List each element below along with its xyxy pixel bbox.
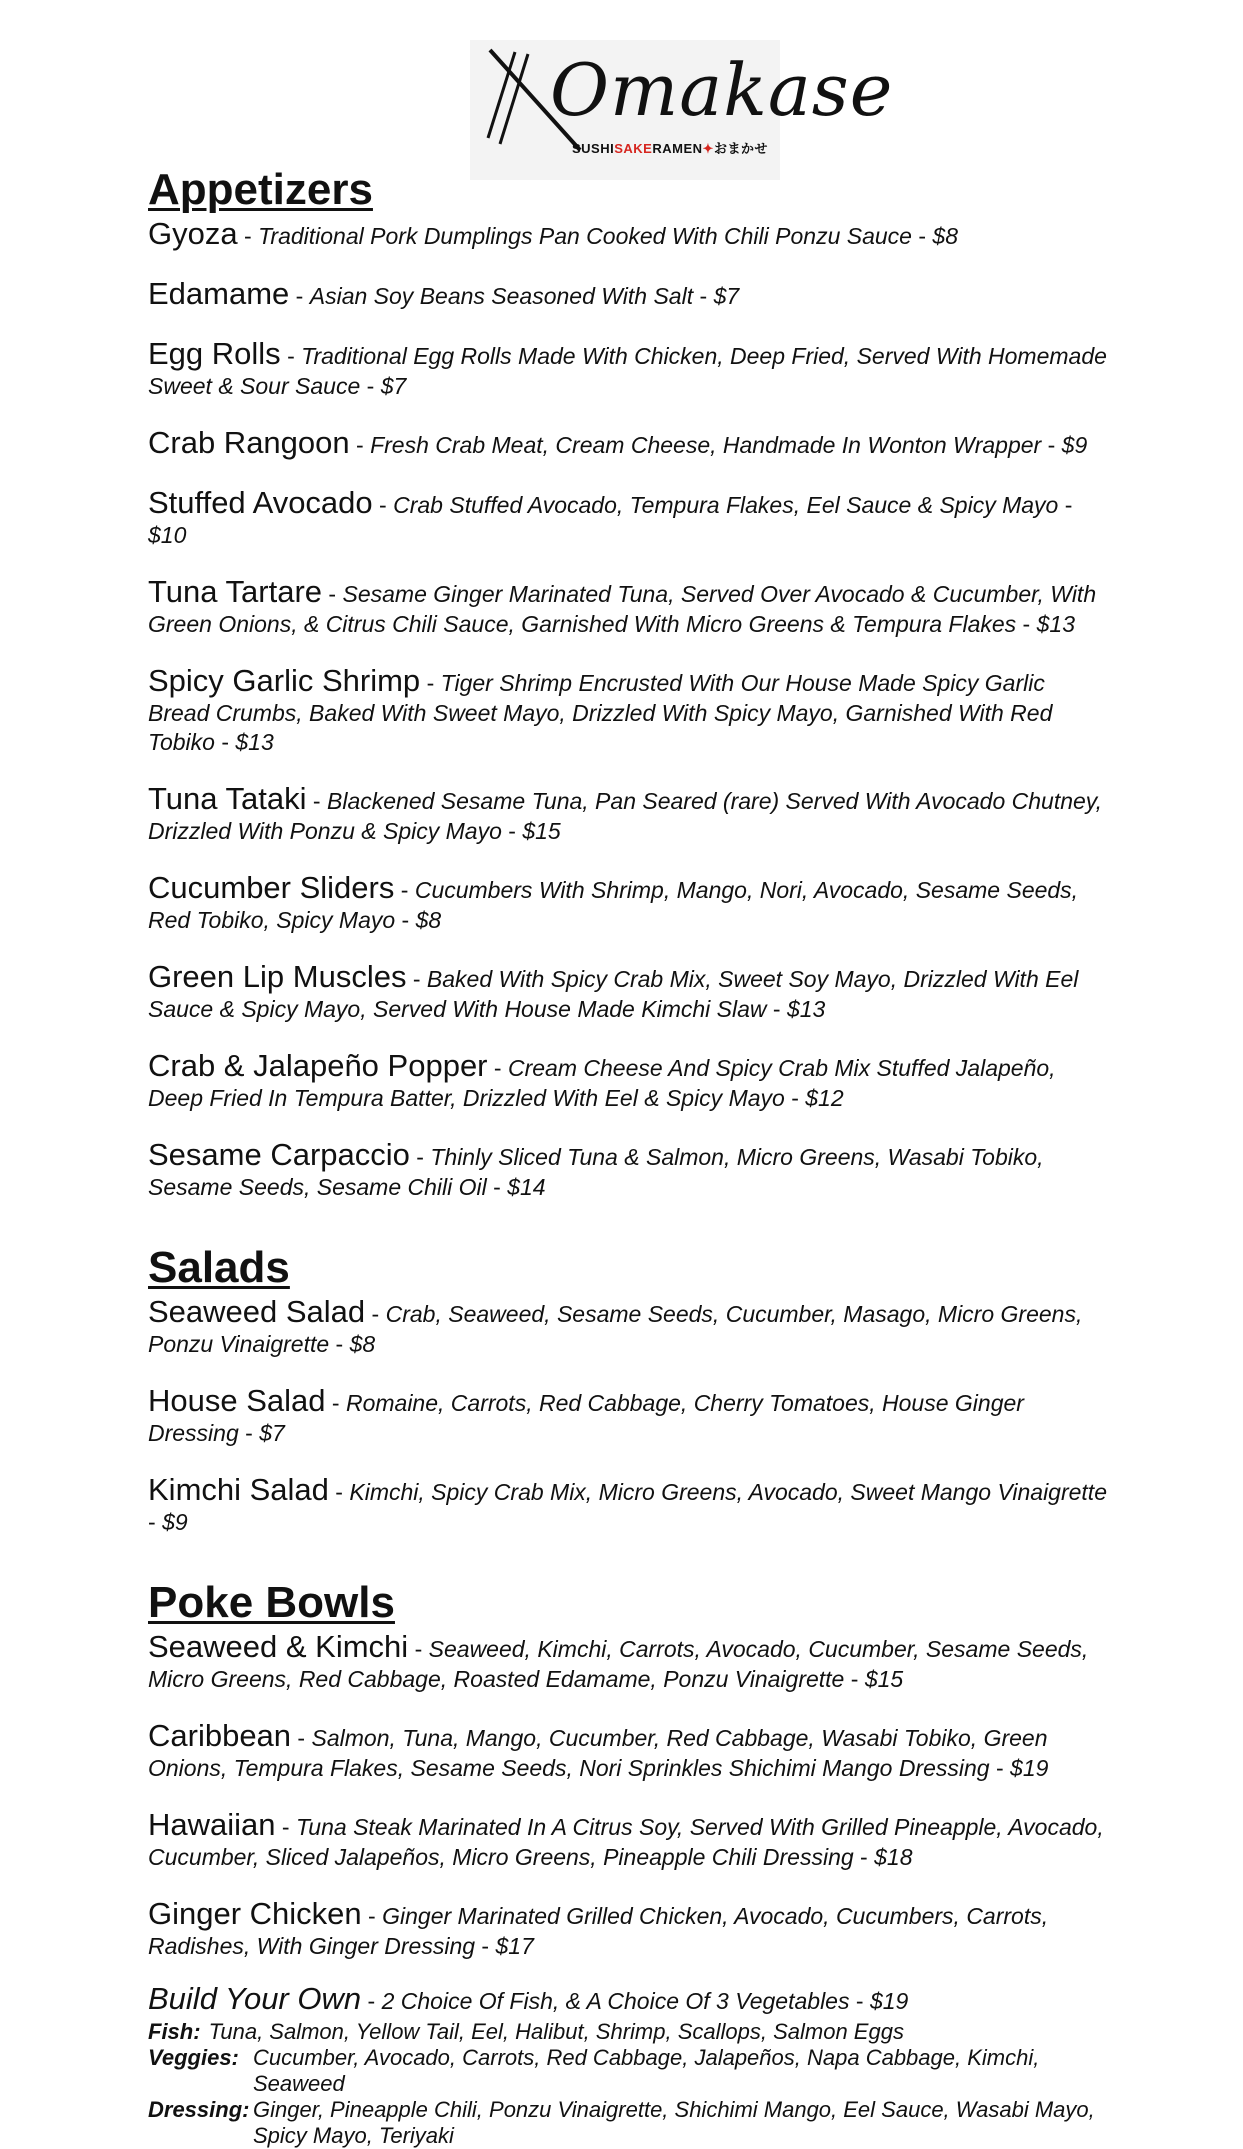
item-desc: Tuna Steak Marinated In A Citrus Soy, Served With Grilled Pineapple, Avocado, Cucumber, Sliced Jalapeños, Micro Greens, Pineapple Chili Dressing (148, 1814, 1104, 1870)
item-desc: Cucumbers With Shrimp, Mango, Nori, Avocado, Sesame Seeds, Red Tobiko, Spicy Mayo (148, 877, 1079, 933)
item-desc: 2 Choice Of Fish, & A Choice Of 3 Vegetables (381, 1988, 850, 2014)
item-desc: Thinly Sliced Tuna & Salmon, Micro Greens, Wasabi Tobiko, Sesame Seeds, Sesame Chili Oil (148, 1144, 1044, 1200)
item-name: Tuna Tataki (148, 781, 307, 816)
item-name: Edamame (148, 276, 290, 311)
item-price: $7 (259, 1420, 285, 1446)
item-name: Stuffed Avocado (148, 485, 373, 520)
item-price: $13 (786, 996, 826, 1022)
logo-script: Omakase (550, 48, 894, 132)
item-name: Crab & Jalapeño Popper (148, 1048, 488, 1083)
item-price: $14 (507, 1174, 546, 1200)
item-desc: Seaweed, Kimchi, Carrots, Avocado, Cucumber, Sesame Seeds, Micro Greens, Red Cabbage, Roasted Edamame, Ponzu Vinaigrette (148, 1636, 1089, 1692)
option-label: Veggies: (148, 2045, 239, 2070)
item-desc: Crab Stuffed Avocado, Tempura Flakes, Eel Sauce & Spicy Mayo (393, 492, 1059, 518)
menu-item: Sesame Carpaccio - Thinly Sliced Tuna & Salmon, Micro Greens, Wasabi Tobiko, Sesame Seeds, Sesame Chili Oil - $14 (148, 1137, 1044, 1200)
item-price: $15 (522, 818, 561, 844)
dressing-options (148, 2097, 1108, 2149)
menu-item: Crab Rangoon - Fresh Crab Meat, Cream Cheese, Handmade In Wonton Wrapper - $9 (148, 425, 1088, 460)
menu-item: Edamame - Asian Soy Beans Seasoned With Salt - $7 (148, 276, 740, 311)
menu-item: Tuna Tartare - Sesame Ginger Marinated Tuna, Served Over Avocado & Cucumber, With Green Onions, & Citrus Chili Sauce, Garnished With Micro Greens & Tempura Flakes - $13 (148, 574, 1097, 637)
item-price: $7 (380, 373, 407, 399)
item-desc: Ginger Marinated Grilled Chicken, Avocado, Cucumbers, Carrots, Radishes, With Ginger Dressing (148, 1903, 1049, 1959)
menu-item: Caribbean - Salmon, Tuna, Mango, Cucumber, Red Cabbage, Wasabi Tobiko, Green Onions, Tempura Flakes, Sesame Seeds, Nori Sprinkles Shichimi Mango Dressing - $19 (148, 1718, 1049, 1781)
item-desc: Blackened Sesame Tuna, Pan Seared (rare) Served With Avocado Chutney, Drizzled With Ponzu & Spicy Mayo (148, 788, 1102, 844)
item-price: $9 (162, 1509, 188, 1535)
logo-tagline: SUSHISAKERAMEN✦おまかせ (572, 141, 768, 156)
item-list (148, 1294, 1108, 1537)
item-desc: Tiger Shrimp Encrusted With Our House Made Spicy Garlic Bread Crumbs, Baked With Sweet Mayo, Drizzled With Spicy Mayo, Garnished With Red Tobiko (148, 670, 1053, 755)
menu-item: Cucumber Sliders - Cucumbers With Shrimp, Mango, Nori, Avocado, Sesame Seeds, Red Tobiko, Spicy Mayo - $8 (148, 870, 1079, 933)
section-appetizers (148, 166, 1108, 1202)
menu-item: Crab & Jalapeño Popper - Cream Cheese And Spicy Crab Mix Stuffed Jalapeño, Deep Fried In Tempura Batter, Drizzled With Eel & Spicy Mayo - $12 (148, 1048, 1056, 1111)
item-desc: Crab, Seaweed, Sesame Seeds, Cucumber, Masago, Micro Greens, Ponzu Vinaigrette (148, 1301, 1083, 1357)
item-desc: Kimchi, Spicy Crab Mix, Micro Greens, Avocado, Sweet Mango Vinaigrette (349, 1479, 1107, 1505)
item-desc: Fresh Crab Meat, Cream Cheese, Handmade In Wonton Wrapper (370, 432, 1042, 458)
item-name: Hawaiian (148, 1807, 276, 1842)
menu-item: Spicy Garlic Shrimp - Tiger Shrimp Encrusted With Our House Made Spicy Garlic Bread Crumbs, Baked With Sweet Mayo, Drizzled With Spicy Mayo, Garnished With Red Tobiko - $13 (148, 663, 1053, 755)
menu-item: Green Lip Muscles - Baked With Spicy Crab Mix, Sweet Soy Mayo, Drizzled With Eel Sauce & Spicy Mayo, Served With House Made Kimchi Slaw - $13 (148, 959, 1079, 1022)
item-desc: Cream Cheese And Spicy Crab Mix Stuffed Jalapeño, Deep Fried In Tempura Batter, Drizzled With Eel & Spicy Mayo (148, 1055, 1056, 1111)
menu-item: Tuna Tataki - Blackened Sesame Tuna, Pan Seared (rare) Served With Avocado Chutney, Drizzled With Ponzu & Spicy Mayo - $15 (148, 781, 1102, 844)
item-price: $12 (805, 1085, 844, 1111)
item-price: $13 (235, 729, 274, 755)
item-name: Build Your Own (148, 1981, 362, 2016)
item-desc: Sesame Ginger Marinated Tuna, Served Over Avocado & Cucumber, With Green Onions, & Citrus Chili Sauce, Garnished With Micro Greens & Tempura Flakes (148, 581, 1097, 637)
item-name: Spicy Garlic Shrimp (148, 663, 421, 698)
item-name: Tuna Tartare (148, 574, 323, 609)
section-title: Salads (148, 1243, 290, 1292)
menu-item: Egg Rolls - Traditional Egg Rolls Made With Chicken, Deep Fried, Served With Homemade Sweet & Sour Sauce - $7 (148, 336, 1107, 399)
veggie-options (148, 2045, 1108, 2097)
item-desc: Traditional Pork Dumplings Pan Cooked With Chili Ponzu Sauce (258, 223, 912, 249)
section-salads (148, 1244, 1108, 1537)
section-title: Poke Bowls (148, 1578, 395, 1627)
item-desc: Romaine, Carrots, Red Cabbage, Cherry Tomatoes, House Ginger Dressing (148, 1390, 1024, 1446)
option-label: Fish: (148, 2019, 201, 2044)
menu-item: Seaweed Salad - Crab, Seaweed, Sesame Seeds, Cucumber, Masago, Micro Greens, Ponzu Vinaigrette - $8 (148, 1294, 1083, 1357)
menu-item: Ginger Chicken - Ginger Marinated Grilled Chicken, Avocado, Cucumbers, Carrots, Radishes, With Ginger Dressing - $17 (148, 1896, 1049, 1959)
item-price: $7 (713, 283, 740, 309)
fish-options (148, 2019, 1108, 2045)
item-price: $9 (1061, 432, 1088, 458)
menu-item: House Salad - Romaine, Carrots, Red Cabbage, Cherry Tomatoes, House Ginger Dressing - $7 (148, 1383, 1024, 1446)
item-price: $19 (1010, 1755, 1049, 1781)
item-price: $8 (415, 907, 442, 933)
item-price: $13 (1036, 611, 1075, 637)
item-name: Sesame Carpaccio (148, 1137, 410, 1172)
item-name: Crab Rangoon (148, 425, 350, 460)
item-name: Egg Rolls (148, 336, 281, 371)
item-name: Kimchi Salad (148, 1472, 329, 1507)
item-price: $8 (932, 223, 959, 249)
option-label: Dressing: (148, 2097, 250, 2122)
item-desc: Baked With Spicy Crab Mix, Sweet Soy Mayo, Drizzled With Eel Sauce & Spicy Mayo, Served With House Made Kimchi Slaw (148, 966, 1079, 1022)
item-list (148, 1629, 1108, 1961)
item-name: Gyoza (148, 216, 238, 251)
item-name: Cucumber Sliders (148, 870, 395, 905)
menu (148, 166, 1108, 2149)
item-name: Seaweed & Kimchi (148, 1629, 409, 1664)
menu-item: Hawaiian - Tuna Steak Marinated In A Citrus Soy, Served With Grilled Pineapple, Avocado, Cucumber, Sliced Jalapeños, Micro Greens, Pineapple Chili Dressing - $18 (148, 1807, 1104, 1870)
item-name: Seaweed Salad (148, 1294, 366, 1329)
item-price: $19 (869, 1988, 909, 2014)
option-values: Cucumber, Avocado, Carrots, Red Cabbage, Jalapeños, Napa Cabbage, Kimchi, Seaweed (253, 2045, 1040, 2096)
menu-item: Seaweed & Kimchi - Seaweed, Kimchi, Carrots, Avocado, Cucumber, Sesame Seeds, Micro Greens, Red Cabbage, Roasted Edamame, Ponzu Vinaigrette - $15 (148, 1629, 1089, 1692)
menu-item: Kimchi Salad - Kimchi, Spicy Crab Mix, Micro Greens, Avocado, Sweet Mango Vinaigrette - $9 (148, 1472, 1107, 1535)
item-desc: Traditional Egg Rolls Made With Chicken, Deep Fried, Served With Homemade Sweet & Sour Sauce (148, 343, 1107, 399)
section-poke-bowls (148, 1579, 1108, 2149)
item-desc: Asian Soy Beans Seasoned With Salt (309, 283, 694, 309)
section-title: Appetizers (148, 165, 373, 214)
option-values: Tuna, Salmon, Yellow Tail, Eel, Halibut, Shrimp, Scallops, Salmon Eggs (208, 2019, 904, 2044)
item-price: $10 (148, 522, 187, 548)
build-your-own: Build Your Own - 2 Choice Of Fish, & A Choice Of 3 Vegetables - $19 Fish: Tuna, Salmon, Yellow Tail, Eel, Halibut, Shrimp, Scallops, Salmon Eggs Veggies: Cucumber, Avocado, Carrots, Red Cabbage, Jalapeños, Napa Cabbage, Kimchi, Seaweed Dressing: Ginger, Pineapple Chili, Ponzu Vinaigrette, Shichimi Mango, Eel Sauce, Wasabi Mayo, Spicy Mayo, Teriyaki (148, 1981, 1108, 2149)
item-desc: Salmon, Tuna, Mango, Cucumber, Red Cabbage, Wasabi Tobiko, Green Onions, Tempura Flakes, Sesame Seeds, Nori Sprinkles Shichimi Mango Dressing (148, 1725, 1048, 1781)
item-price: $8 (349, 1331, 376, 1357)
item-price: $17 (495, 1933, 534, 1959)
item-price: $15 (864, 1666, 904, 1692)
item-name: Caribbean (148, 1718, 292, 1753)
item-name: Green Lip Muscles (148, 959, 407, 994)
item-name: Ginger Chicken (148, 1896, 362, 1931)
logo (470, 40, 894, 180)
item-list (148, 216, 1108, 1202)
option-values: Ginger, Pineapple Chili, Ponzu Vinaigrette, Shichimi Mango, Eel Sauce, Wasabi Mayo, Spicy Mayo, Teriyaki (253, 2097, 1095, 2148)
item-name: House Salad (148, 1383, 326, 1418)
menu-item: Gyoza - Traditional Pork Dumplings Pan Cooked With Chili Ponzu Sauce - $8 (148, 216, 959, 251)
menu-item: Stuffed Avocado - Crab Stuffed Avocado, Tempura Flakes, Eel Sauce & Spicy Mayo - $10 (148, 485, 1073, 548)
item-price: $18 (874, 1844, 913, 1870)
